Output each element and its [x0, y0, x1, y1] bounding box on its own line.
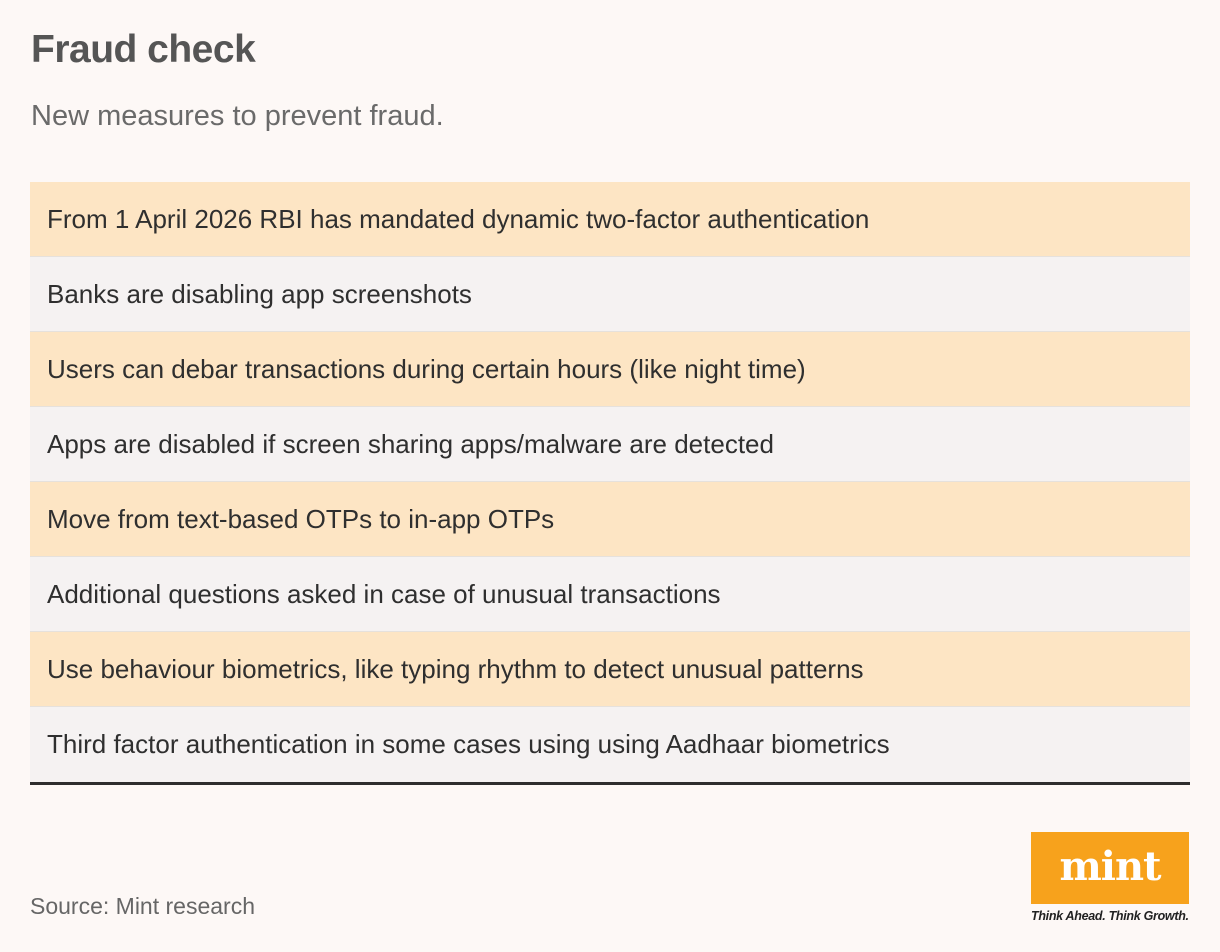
- table-row: Move from text-based OTPs to in-app OTPs: [30, 482, 1190, 557]
- table-row: Banks are disabling app screenshots: [30, 257, 1190, 332]
- table-row: Users can debar transactions during certain hours (like night time): [30, 332, 1190, 407]
- table-row: Apps are disabled if screen sharing apps/malware are detected: [30, 407, 1190, 482]
- logo-tagline: Think Ahead. Think Growth.: [1031, 909, 1189, 923]
- table-row: Additional questions asked in case of unusual transactions: [30, 557, 1190, 632]
- table-row: Use behaviour biometrics, like typing rhythm to detect unusual patterns: [30, 632, 1190, 707]
- logo-wordmark: mint: [1059, 842, 1161, 890]
- measures-table: [30, 182, 1190, 785]
- table-row: Third factor authentication in some cases using using Aadhaar biometrics: [30, 707, 1190, 782]
- page-subtitle: New measures to prevent fraud.: [31, 100, 444, 132]
- page-title: Fraud check: [31, 28, 256, 71]
- mint-logo: [1031, 832, 1189, 904]
- table-row: From 1 April 2026 RBI has mandated dynamic two-factor authentication: [30, 182, 1190, 257]
- source-note: Source: Mint research: [30, 893, 255, 919]
